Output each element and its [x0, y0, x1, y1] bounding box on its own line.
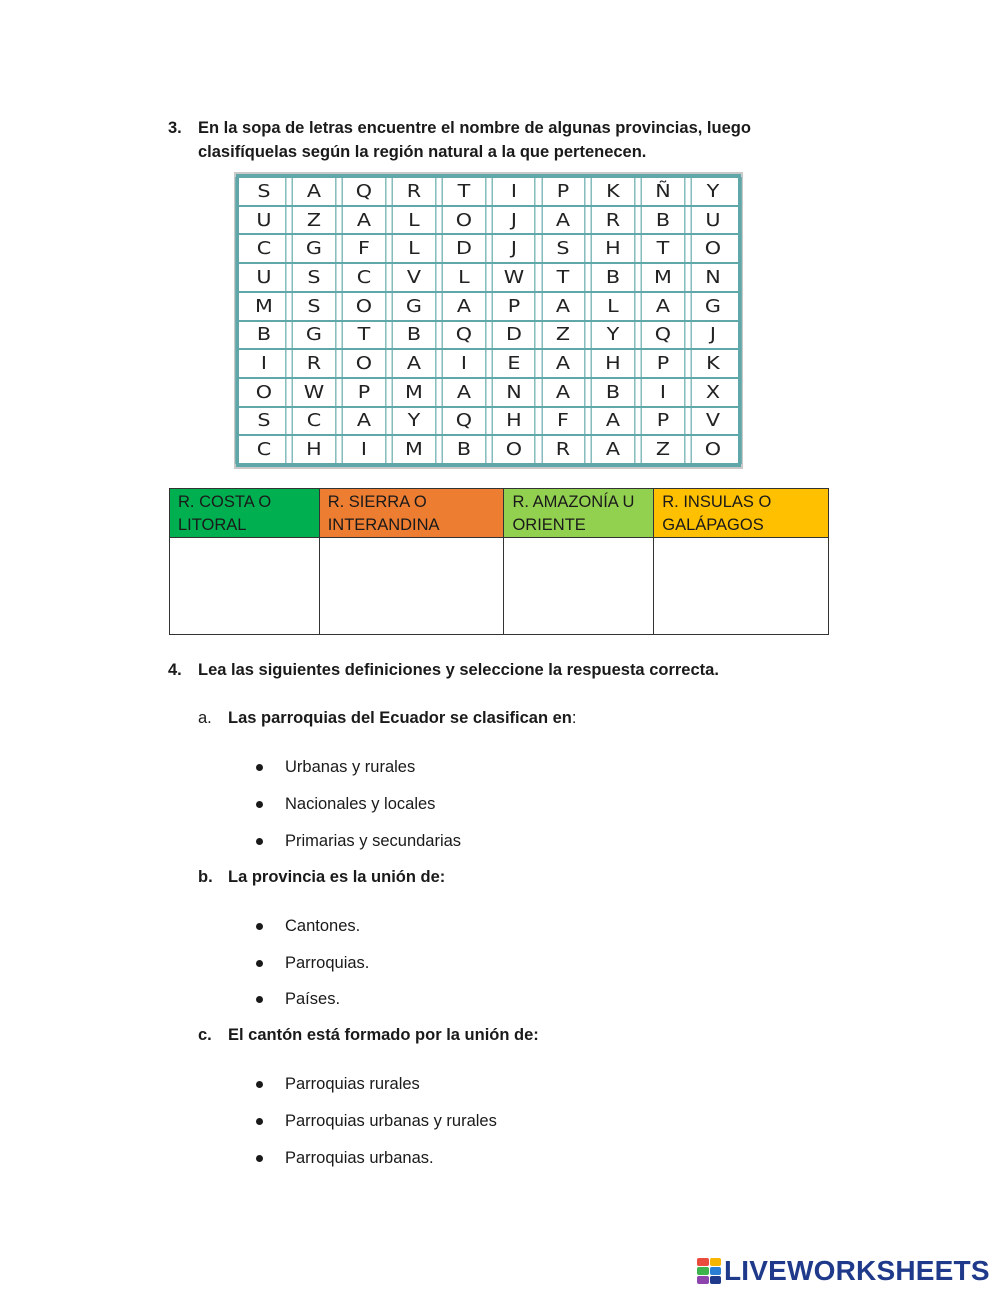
bullet-icon — [256, 923, 263, 930]
grid-cell[interactable]: Z — [634, 435, 691, 464]
grid-cell[interactable]: N — [485, 378, 542, 407]
regions-table — [169, 488, 829, 635]
header-sierra: R. SIERRA O INTERANDINA — [319, 489, 504, 538]
grid-cell[interactable]: Q — [335, 177, 392, 206]
answer-cell-amazonia[interactable] — [504, 538, 654, 635]
grid-cell[interactable]: B — [585, 263, 642, 292]
grid-cell[interactable]: A — [335, 206, 392, 235]
grid-cell[interactable]: C — [335, 263, 392, 292]
grid-cell[interactable]: P — [634, 349, 691, 378]
grid-cell[interactable]: S — [285, 263, 342, 292]
grid-cell[interactable]: L — [585, 292, 642, 321]
grid-cell[interactable]: T — [435, 177, 492, 206]
grid-cell[interactable]: H — [585, 349, 642, 378]
grid-cell[interactable]: R — [385, 177, 442, 206]
grid-cell[interactable]: Z — [285, 206, 342, 235]
grid-cell[interactable]: O — [235, 378, 292, 407]
grid-cell[interactable]: A — [385, 349, 442, 378]
grid-cell[interactable]: B — [235, 321, 292, 350]
grid-cell[interactable]: O — [684, 234, 741, 263]
grid-cell[interactable]: Q — [435, 321, 492, 350]
grid-cell[interactable]: F — [535, 407, 592, 436]
bullet-icon — [256, 1081, 263, 1088]
grid-cell[interactable]: S — [235, 407, 292, 436]
grid-cell[interactable]: B — [435, 435, 492, 464]
grid-cell[interactable]: S — [285, 292, 342, 321]
grid-cell[interactable]: I — [485, 177, 542, 206]
grid-cell[interactable]: T — [535, 263, 592, 292]
grid-cell[interactable]: J — [485, 206, 542, 235]
grid-cell[interactable]: U — [235, 263, 292, 292]
bullet-icon — [256, 1118, 263, 1125]
grid-cell[interactable]: M — [385, 378, 442, 407]
answer-cell-insular[interactable] — [654, 538, 829, 635]
grid-cell[interactable]: J — [485, 234, 542, 263]
bullet-icon — [256, 960, 263, 967]
word-search-grid — [236, 174, 741, 467]
grid-cell[interactable]: M — [634, 263, 691, 292]
grid-cell[interactable]: A — [335, 407, 392, 436]
grid-cell[interactable]: P — [634, 407, 691, 436]
grid-cell[interactable]: L — [385, 234, 442, 263]
grid-cell[interactable]: M — [235, 292, 292, 321]
question-3-line-1: En la sopa de letras encuentre el nombre de algunas provincias, luego — [198, 119, 751, 137]
grid-cell[interactable]: G — [285, 234, 342, 263]
item-a-label: Las parroquias del Ecuador se clasifican en: — [228, 709, 577, 727]
grid-cell[interactable]: O — [335, 292, 392, 321]
grid-cell[interactable]: A — [435, 378, 492, 407]
grid-cell[interactable]: D — [485, 321, 542, 350]
grid-cell[interactable]: G — [385, 292, 442, 321]
question-3-text — [198, 116, 751, 164]
grid-cell[interactable]: C — [235, 234, 292, 263]
grid-cell[interactable]: A — [585, 435, 642, 464]
grid-cell[interactable]: Ñ — [634, 177, 691, 206]
grid-cell[interactable]: X — [684, 378, 741, 407]
grid-cell[interactable]: P — [535, 177, 592, 206]
grid-cell[interactable]: A — [535, 349, 592, 378]
grid-cell[interactable]: N — [684, 263, 741, 292]
question-3-line-2: clasifíquelas según la región natural a la que pertenecen. — [198, 143, 647, 161]
grid-cell[interactable]: I — [435, 349, 492, 378]
regions-header-row — [170, 489, 829, 538]
grid-cell[interactable]: Q — [634, 321, 691, 350]
grid-cell[interactable]: G — [285, 321, 342, 350]
grid-cell[interactable]: V — [684, 407, 741, 436]
grid-cell[interactable]: O — [485, 435, 542, 464]
grid-cell[interactable]: Y — [385, 407, 442, 436]
grid-cell[interactable]: P — [335, 378, 392, 407]
grid-cell[interactable]: B — [385, 321, 442, 350]
grid-cell[interactable]: I — [335, 435, 392, 464]
grid-cell[interactable]: S — [535, 234, 592, 263]
grid-cell[interactable]: O — [684, 435, 741, 464]
grid-cell[interactable]: U — [235, 206, 292, 235]
bullet-icon — [256, 764, 263, 771]
grid-cell[interactable]: R — [535, 435, 592, 464]
grid-cell[interactable]: I — [235, 349, 292, 378]
item-b-letter: b. — [198, 868, 213, 886]
grid-cell[interactable]: D — [435, 234, 492, 263]
grid-cell[interactable]: L — [385, 206, 442, 235]
header-amazonia: R. AMAZONÍA U ORIENTE — [504, 489, 654, 538]
question-3-number: 3. — [168, 119, 182, 137]
liveworksheets-logo[interactable] — [697, 1255, 990, 1287]
grid-cell[interactable]: A — [535, 206, 592, 235]
bullet-icon — [256, 838, 263, 845]
grid-cell[interactable]: C — [285, 407, 342, 436]
grid-cell[interactable]: H — [485, 407, 542, 436]
grid-cell[interactable]: I — [634, 378, 691, 407]
answer-cell-sierra[interactable] — [319, 538, 504, 635]
liveworksheets-logo-icon — [697, 1258, 721, 1284]
grid-cell[interactable]: R — [285, 349, 342, 378]
item-b-label: La provincia es la unión de: — [228, 868, 446, 886]
grid-cell[interactable]: W — [485, 263, 542, 292]
grid-cell[interactable]: J — [684, 321, 741, 350]
item-c-letter: c. — [198, 1026, 212, 1044]
item-a-letter: a. — [198, 709, 212, 727]
grid-cell[interactable]: L — [435, 263, 492, 292]
grid-cell[interactable]: G — [684, 292, 741, 321]
grid-cell[interactable]: Z — [535, 321, 592, 350]
grid-cell[interactable]: A — [634, 292, 691, 321]
grid-cell[interactable]: K — [684, 349, 741, 378]
grid-cell[interactable]: V — [385, 263, 442, 292]
brand-name: LIVEWORKSHEETS — [724, 1255, 990, 1286]
grid-cell[interactable]: W — [285, 378, 342, 407]
grid-cell[interactable]: Y — [585, 321, 642, 350]
grid-cell[interactable]: H — [585, 234, 642, 263]
grid-cell[interactable]: A — [535, 378, 592, 407]
grid-cell[interactable]: A — [585, 407, 642, 436]
bullet-icon — [256, 996, 263, 1003]
grid-cell[interactable]: B — [585, 378, 642, 407]
grid-cell[interactable]: Q — [435, 407, 492, 436]
bullet-icon — [256, 1155, 263, 1162]
grid-cell[interactable]: R — [585, 206, 642, 235]
grid-cell[interactable]: O — [335, 349, 392, 378]
grid-cell[interactable]: T — [634, 234, 691, 263]
grid-cell[interactable]: T — [335, 321, 392, 350]
grid-cell[interactable]: Y — [684, 177, 741, 206]
grid-cell[interactable]: E — [485, 349, 542, 378]
grid-cell[interactable]: M — [385, 435, 442, 464]
answer-cell-costa[interactable] — [170, 538, 320, 635]
question-4-number: 4. — [168, 661, 182, 679]
question-4-text: Lea las siguientes definiciones y seleccione la respuesta correcta. — [198, 661, 719, 679]
grid-cell[interactable]: P — [485, 292, 542, 321]
grid-cell[interactable]: H — [285, 435, 342, 464]
grid-cell[interactable]: A — [535, 292, 592, 321]
grid-cell[interactable]: S — [235, 177, 292, 206]
grid-cell[interactable]: A — [435, 292, 492, 321]
bullet-icon — [256, 801, 263, 808]
grid-cell[interactable]: A — [285, 177, 342, 206]
grid-cell[interactable]: F — [335, 234, 392, 263]
regions-answer-row — [170, 538, 829, 635]
grid-cell[interactable]: C — [235, 435, 292, 464]
grid-cell[interactable]: U — [684, 206, 741, 235]
header-insular: R. INSULAS O GALÁPAGOS — [654, 489, 829, 538]
grid-cell[interactable]: O — [435, 206, 492, 235]
item-c-label: El cantón está formado por la unión de: — [228, 1026, 539, 1044]
grid-cell[interactable]: B — [634, 206, 691, 235]
header-costa: R. COSTA O LITORAL — [170, 489, 320, 538]
grid-cell[interactable]: K — [585, 177, 642, 206]
